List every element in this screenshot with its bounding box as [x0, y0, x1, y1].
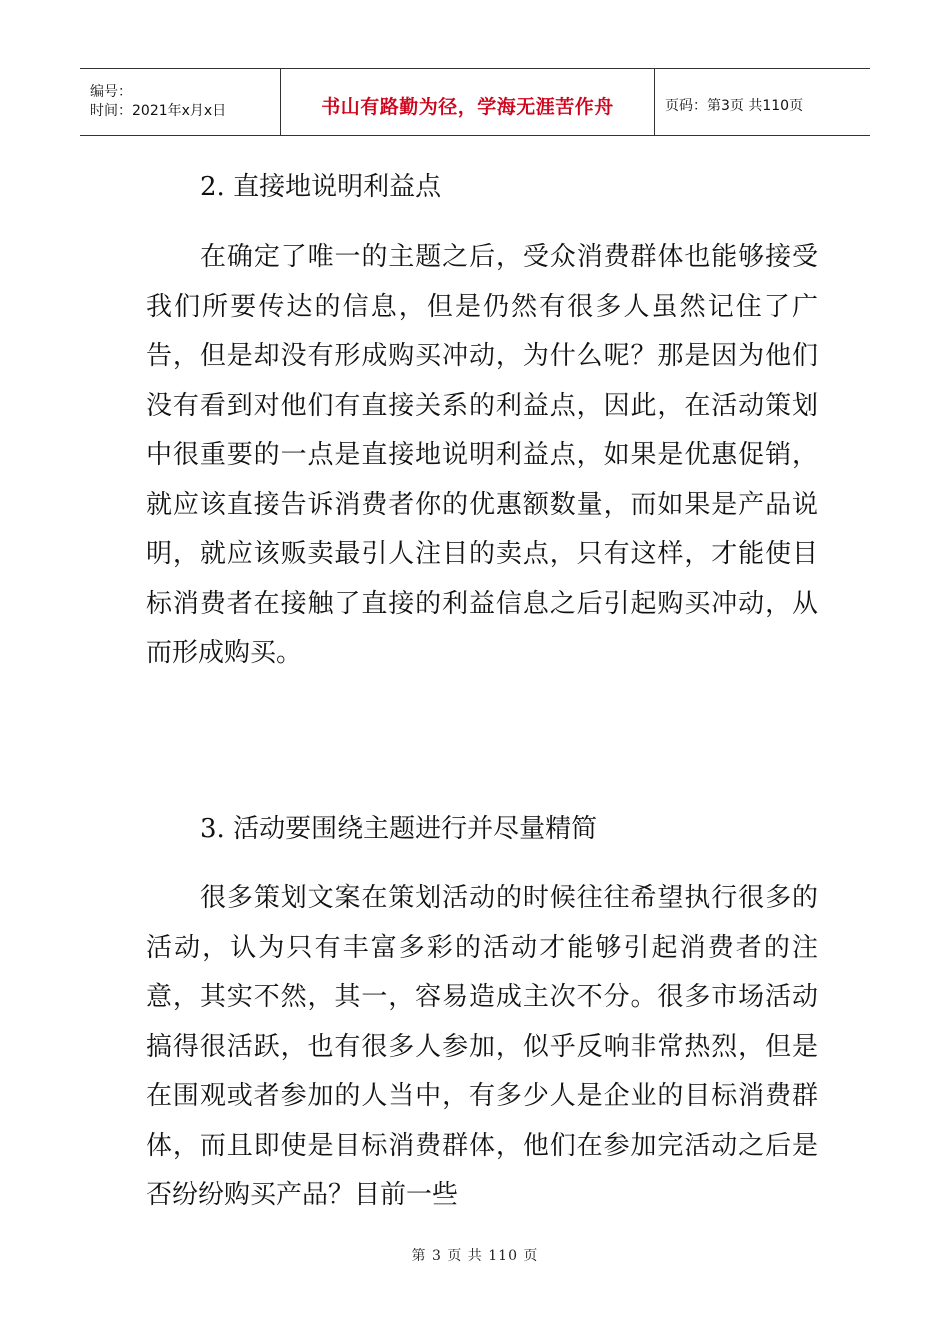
date-label: 时间：2021年x月x日	[90, 103, 227, 119]
page-header	[80, 68, 870, 136]
section-heading-3: 3. 活动要围绕主题进行并尽量精简	[200, 814, 598, 844]
section-body-2	[146, 233, 818, 679]
paragraph-2: 在确定了唯一的主题之后，受众消费群体也能够接受我们所要传达的信息，但是仍然有很多人虽然记住了广告，但是却没有形成购买冲动，为什么呢？那是因为他们没有看到对他们有直接关系的利益点，因此，在活动策划中很重要的一点是直接地说明利益点，如果是优惠促销，就应该直接告诉消费者你的优惠额数量，而如果是产品说明，就应该贩卖最引人注目的卖点，只有这样，才能使目标消费者在接触了直接的利益信息之后引起购买冲动，从而形成购买。	[146, 242, 818, 668]
header-motto-cell	[281, 69, 655, 135]
paragraph-3: 很多策划文案在策划活动的时候往往希望执行很多的活动，认为只有丰富多彩的活动才能够引起消费者的注意，其实不然，其一，容易造成主次不分。很多市场活动搞得很活跃，也有很多人参加，似乎反响非常热烈，但是在围观或者参加的人当中，有多少人是企业的目标消费群体，而且即使是目标消费群体，他们在参加完活动之后是否纷纷购买产品？目前一些	[146, 883, 818, 1210]
serial-number-label: 编号：	[90, 84, 132, 100]
section-body-3	[146, 874, 818, 1221]
page-footer: 第 3 页 共 110 页	[411, 1248, 539, 1264]
header-meta	[80, 69, 281, 135]
section-heading-2: 2. 直接地说明利益点	[200, 172, 442, 202]
header-motto: 书山有路勤为径，学海无涯苦作舟	[321, 95, 614, 118]
header-page-code-cell	[655, 69, 870, 135]
header-page-code: 页码：第3页 共110页	[665, 98, 804, 114]
